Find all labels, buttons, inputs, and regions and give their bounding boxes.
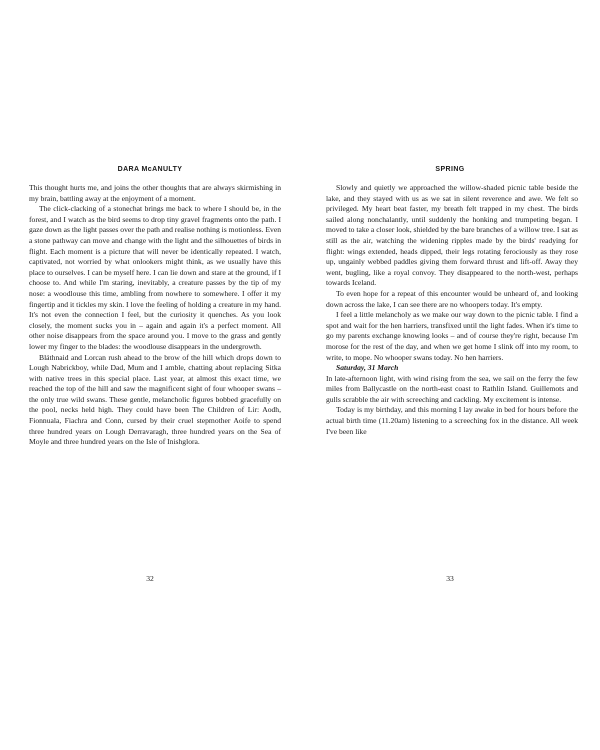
running-head-left: DARA McANULTY [117,166,183,173]
diary-entry-heading: Saturday, 31 March [336,363,399,373]
paragraph: This thought hurts me, and joins the other thoughts that are always skirmishing in my brain, battling away at the enjoyment of a moment. [29,183,281,203]
paragraph: To even hope for a repeat of this encounter would be unheard of, and looking down across the lake, I can see there are no whoopers today. It's empty. [326,288,578,309]
paragraph: Bláthnaid and Lorcan rush ahead to the brow of the hill which drops down to Lough Nabrickboy, while Dad, Mum and I amble, chatting about replacing Sitka with native trees in this special place. Last year, at almost this exact time, we reached the top of the hill and saw the magnificent sight of four whooper swans – the only true wild swans. These gentle, melancholic figures bobbed gracefully on the pool, necks held high. They could have been The Children of Lir: Aodh, Fionnuala, Fiachra and Conn, cursed by their cruel stepmother Aoife to spend three hundred years on Lough Derravaragh, three hundred years on the Sea of Moyle and three hundred years on the Isle of Inishglora. [29,352,281,447]
right-page [300,0,600,750]
paragraph: Today is my birthday, and this morning I lay awake in bed for hours before the actual birth time (11.20am) listening to a screeching fox in the distance. All week I've been like [326,405,578,436]
paragraph: In late-afternoon light, with wind rising from the sea, we sail on the ferry the few miles from Ballycastle on the north-east coast to Rathlin Island. Guillemots and gulls scrabble the air with screeching and cackling. My excitement is intense. [326,373,578,404]
paragraph: Slowly and quietly we approached the willow-shaded picnic table beside the lake, and they stayed with us as we sat in silent reverence and awe. We felt so privileged. My heart beat faster, my breath felt trapped in my chest. The birds sailed along nonchalantly, until suddenly the honking and trumpeting began. I moved to take a closer look, shielded by the bare branches of a willow tree. I sat as still as the air, watching the widening ripples made by the birds' readying for flight: wings extended, heads dipped, their legs rotating ferociously as they rose up, ungainly webbed paddles giving them forward thrust and lift-off. Away they went, bugling, like a royal convoy. They disappeared to the north-west, perhaps towards Iceland. [326,183,578,288]
page-number-left: 32 [146,574,154,583]
paragraph: I feel a little melancholy as we make our way down to the picnic table. I find a spot and wait for the hen harriers, transfixed until the light fades. When it's time to go my parents exchange knowing looks – and of course they're right, because I'm morose for the rest of the day, and when we get home I slink off into my room, to write, to mope. No whooper swans today. No hen harriers. [326,310,578,362]
right-text-block [326,183,578,437]
page-number-right: 33 [446,574,454,583]
running-head-right: SPRING [435,166,465,173]
left-text-block [29,183,281,448]
paragraph: The click-clacking of a stonechat brings me back to where I should be, in the forest, and I watch as the bird seems to drop tiny gravel fragments onto the path. I gaze down as the light passes over the path and realise nothing is motionless. Even a stone pathway can move and change with the light and the silhouettes of birds in flight. Each moment is a picture that will never be identically repeated. I watch, captivated, not worried by what onlookers might think, as we usually have this place to ourselves. I can be myself here. I can lie down and stare at the ground, if I choose to. And while I'm staring, inevitably, a creature passes by the tip of my nose: a woodlouse this time, ambling from nowhere to somewhere. I offer it my fingertip and it tickles my skin. I love the feeling of holding a creature in my hand. It's not even the connection I feel, but the curiosity it quenches. As you look closely, the moment sucks you in – again and again it's a perfect moment. All other noise disappears from the space around you. I move to the grass and gently lower my finger to the blades: the woodlouse disappears in the undergrowth. [29,204,281,351]
